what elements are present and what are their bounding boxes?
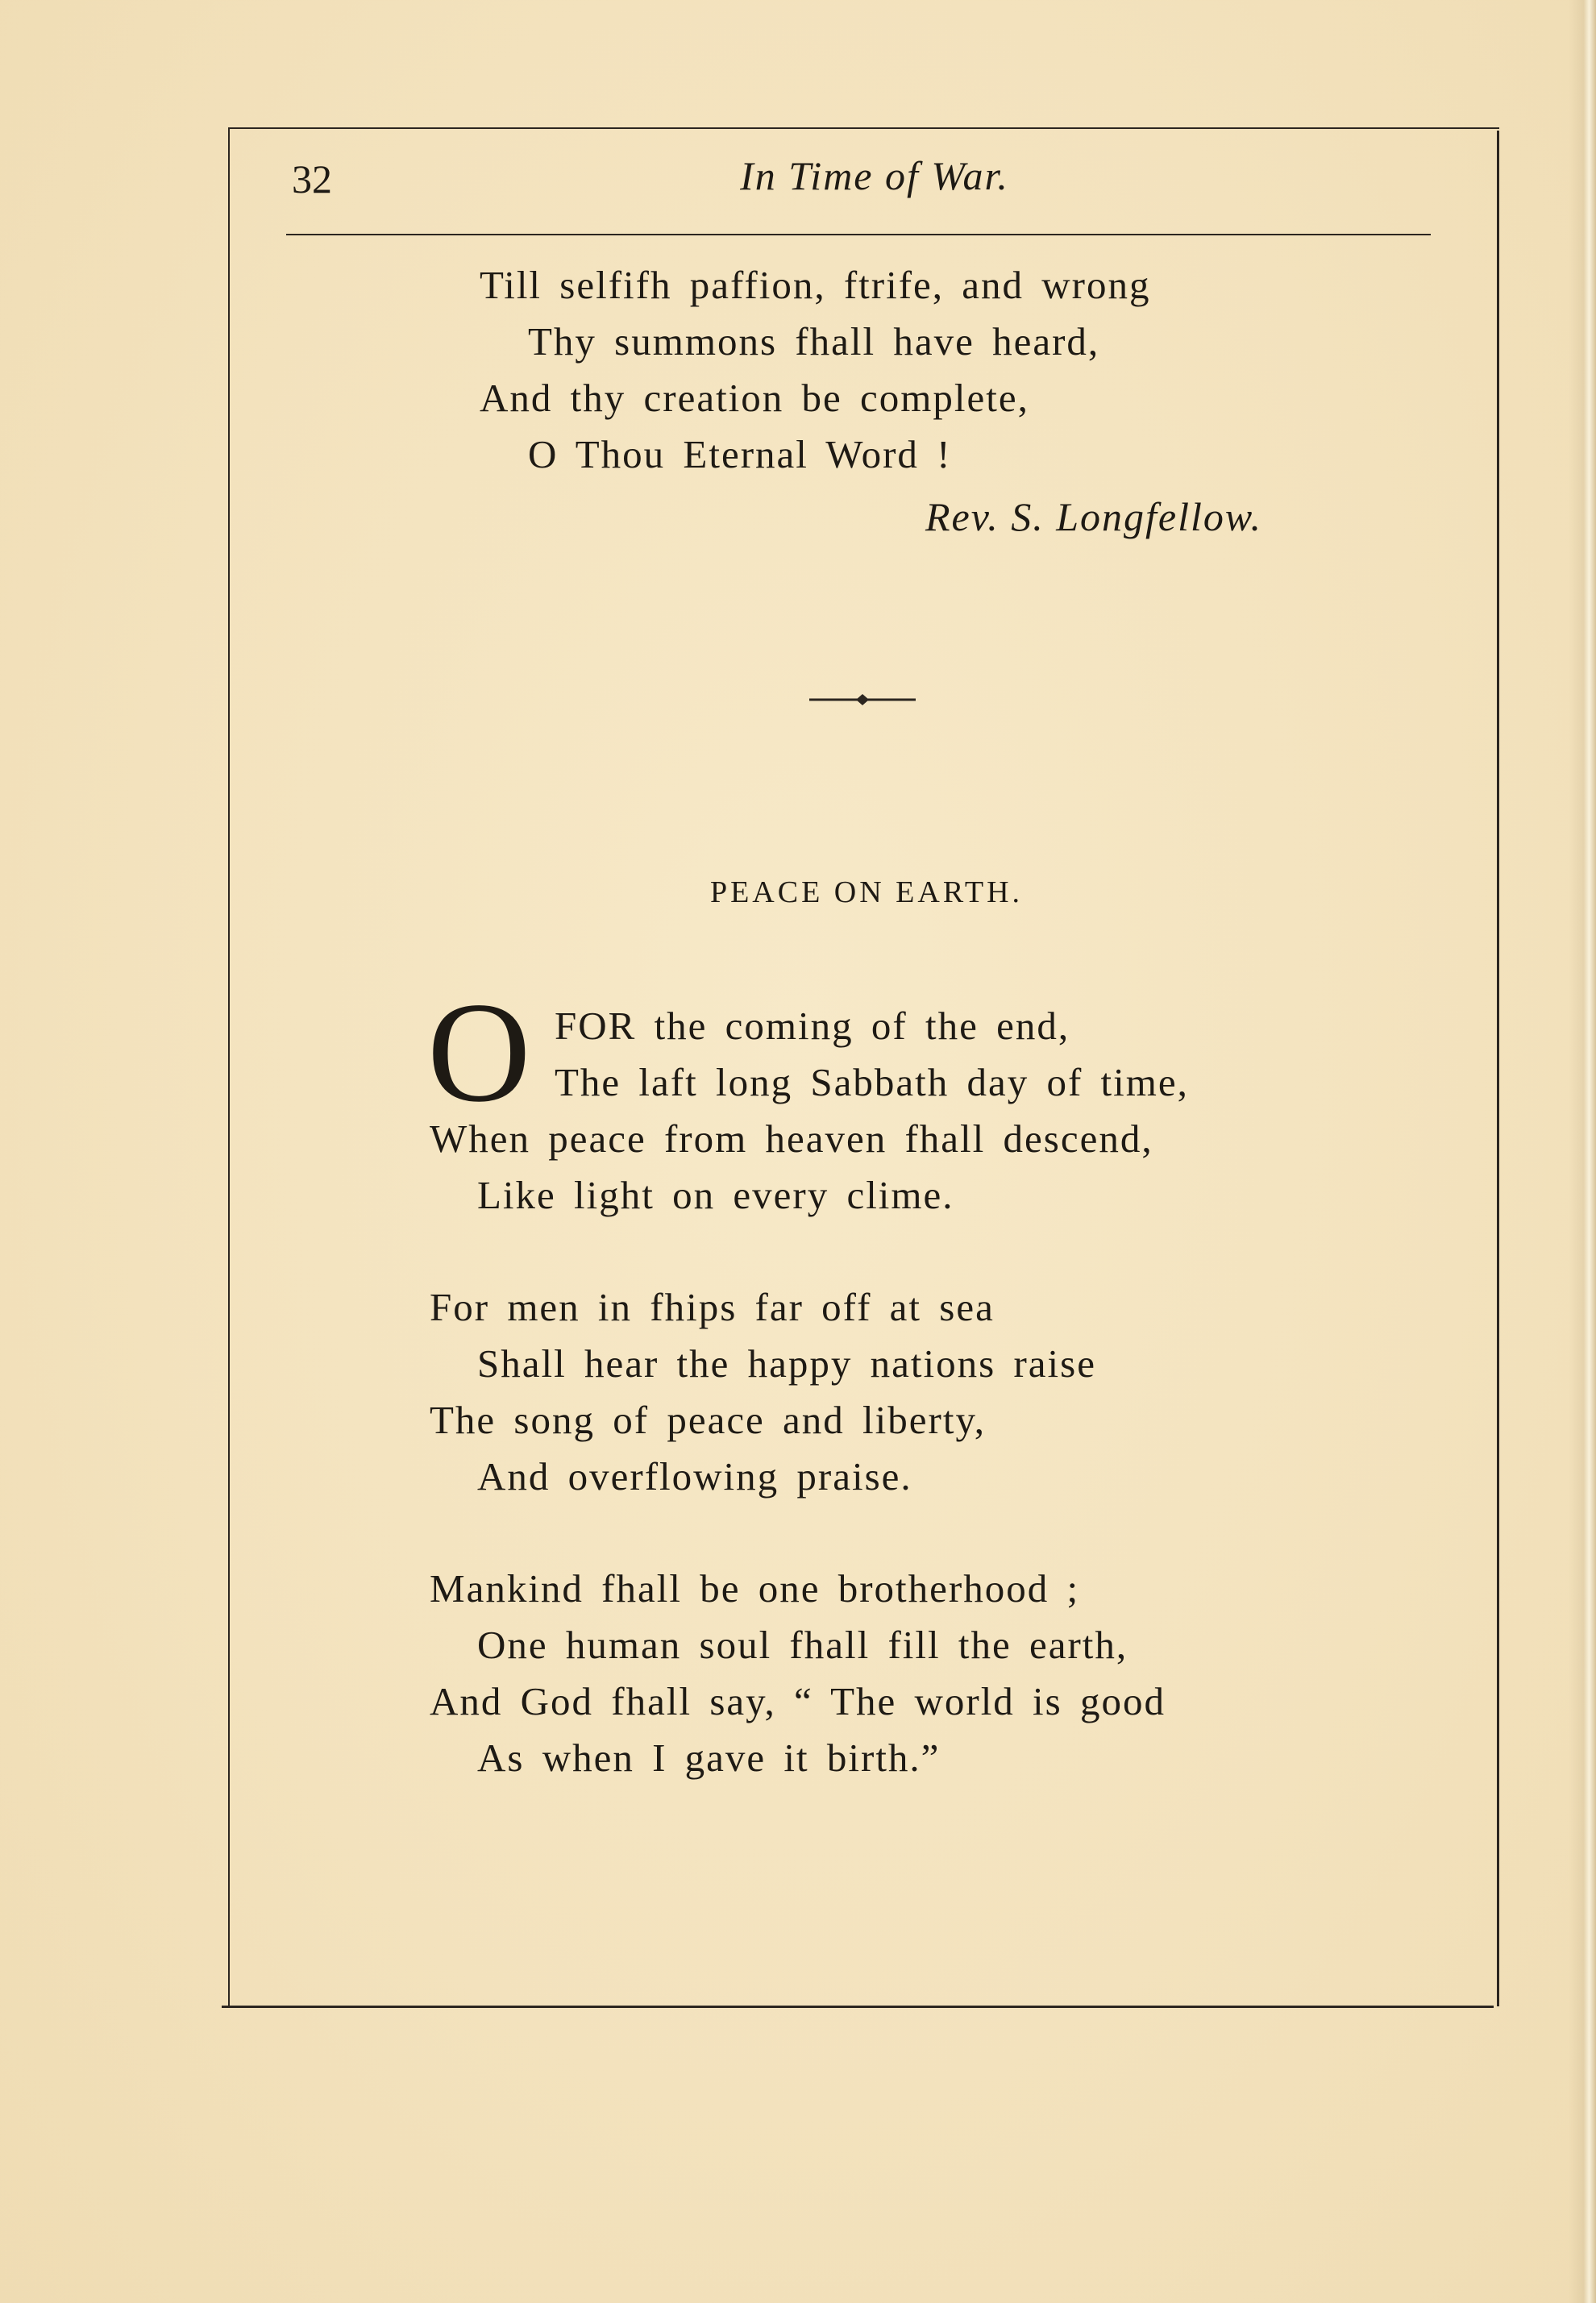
page-edge-shadow <box>1569 0 1596 2303</box>
page-number: 32 <box>292 156 332 202</box>
frame-bottom-rule <box>222 2006 1494 2008</box>
frame-left-rule <box>228 127 230 2008</box>
verse-line: Mankind fhall be one brotherhood ; <box>430 1566 1080 1611</box>
verse-line: And thy creation be complete, <box>480 376 1029 420</box>
verse-line: As when I gave it birth.” <box>477 1736 941 1780</box>
frame-top-rule <box>230 127 1499 129</box>
verse-line: One human soul fhall fill the earth, <box>477 1623 1128 1667</box>
verse-line: FOR the coming of the end, <box>555 1004 1070 1048</box>
verse-line: And overflowing praise. <box>477 1454 912 1499</box>
verse-line: For men in fhips far off at sea <box>430 1285 995 1329</box>
drop-cap: O <box>427 972 531 1132</box>
verse-line: Like light on every clime. <box>477 1173 954 1217</box>
verse-line: When peace from heaven fhall descend, <box>430 1116 1153 1161</box>
frame-right-rule <box>1497 131 1499 2006</box>
verse-line: And God fhall say, “ The world is good <box>430 1679 1166 1723</box>
verse-line: Till selfifh paffion, ftrife, and wrong <box>480 263 1151 307</box>
verse-line: The song of peace and liberty, <box>430 1398 987 1442</box>
ornament-divider <box>809 684 916 716</box>
verse-line: The laft long Sabbath day of time, <box>555 1060 1189 1104</box>
poem-title: PEACE ON EARTH. <box>709 875 1024 909</box>
header-rule <box>286 234 1431 235</box>
attribution: Rev. S. Longfellow. <box>925 494 1263 539</box>
verse-line: O Thou Eternal Word ! <box>528 432 952 476</box>
verse-line: Shall hear the happy nations raise <box>477 1341 1096 1386</box>
running-title: In Time of War. <box>740 153 1009 198</box>
verse-line: Thy summons fhall have heard, <box>528 319 1100 364</box>
